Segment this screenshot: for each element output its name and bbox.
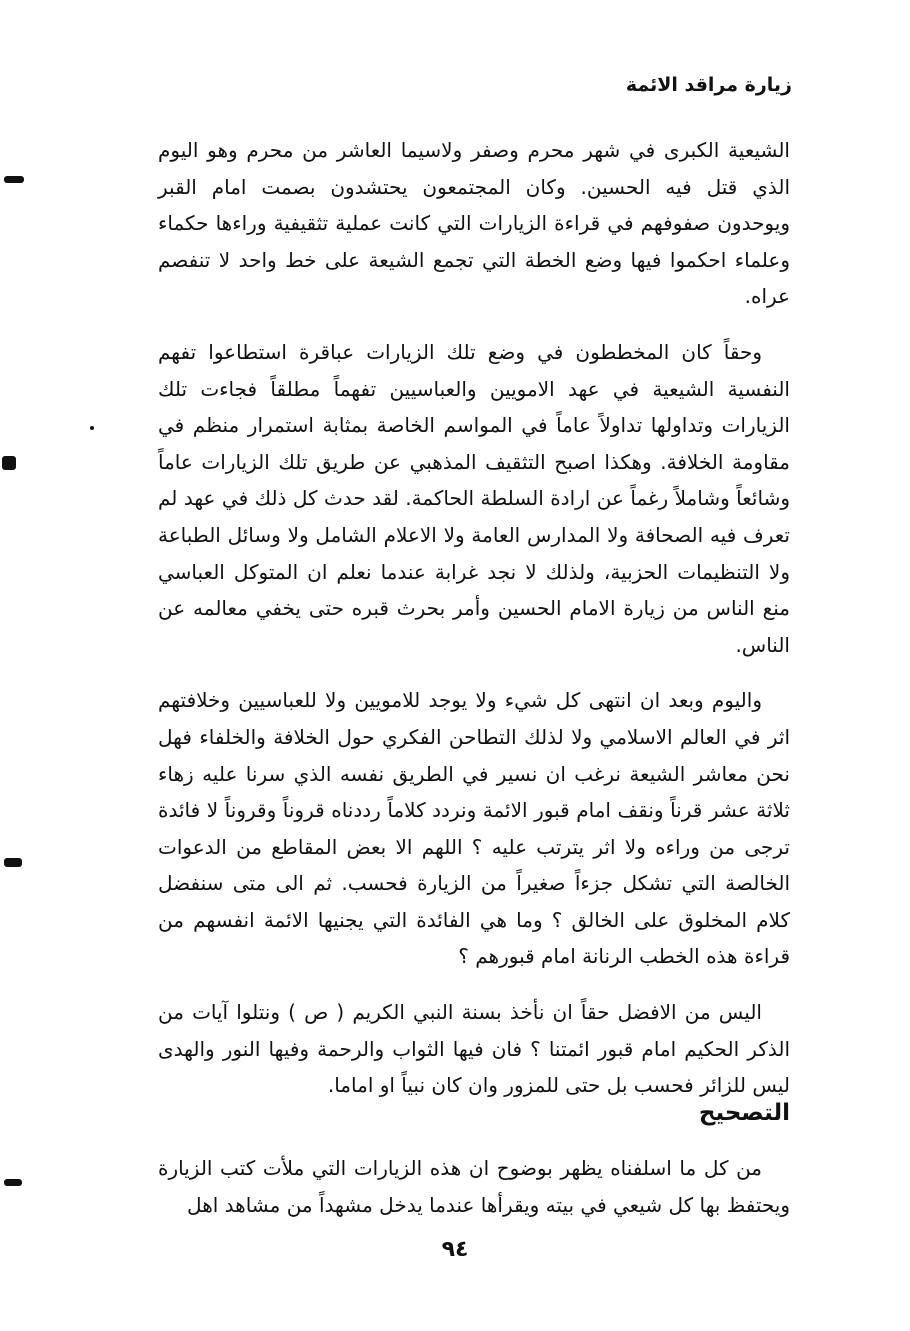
page-number: ٩٤ xyxy=(441,1237,469,1262)
paragraph: الشيعية الكبرى في شهر محرم وصفر ولاسيما العاشر من محرم وهو اليوم الذي قتل فيه الحسين. وكان المجتمعون يحتشدون بصمت امام القبر ويوحدون صفوفهم في قراءة الزيارات التي كانت عملية تثقيفية وراءها حكماء وعلماء احكموا فيها وضع الخطة التي تجمع الشيعة على خط واحد لا تنفصم عراه. xyxy=(158,138,790,309)
paragraph: من كل ما اسلفناه يظهر بوضوح ان هذه الزيارات التي ملأت كتب الزيارة ويحتفظ بها كل شيعي في بيته ويقرأها عندما يدخل مشهداً من مشاهد اهل xyxy=(158,1156,790,1217)
paragraph: اليس من الافضل حقاً ان نأخذ بسنة النبي الكريم ( ص ) ونتلوا آيات من الذكر الحكيم امام قبور ائمتنا ؟ فان فيها الثواب والرحمة وفيها النور والهدى ليس للزائر فحسب بل حتى للمزور وان كان نبياً او اماما. xyxy=(158,1000,790,1098)
section-heading: التصحيح xyxy=(698,1100,790,1126)
body-text xyxy=(158,132,790,1123)
scan-artifact xyxy=(4,1179,22,1186)
scan-artifact xyxy=(4,176,24,183)
scan-artifact xyxy=(4,858,22,867)
running-header: زيارة مراقد الائمة xyxy=(625,74,792,96)
section-text xyxy=(158,1150,790,1223)
paragraph: واليوم وبعد ان انتهى كل شيء ولا يوجد للامويين ولا للعباسيين وخلافتهم اثر في العالم الاسلامي ولا لذلك التطاحن الفكري حول الخلافة والخلفاء فهل نحن معاشر الشيعة نرغب ان نسير في الطريق نفسه الذي سرنا عليه زهاء ثلاثة عشر قرناً ونقف امام قبور الائمة ونردد كلاماً رددناه قروناً وقروناً لا فائدة ترجى من وراءه ولا اثر يترتب عليه ؟ اللهم الا بعض المقاطع من الدعوات الخالصة التي تشكل جزءاً صغيراً من الزيارة فحسب. ثم الى متى سنفضل كلام المخلوق على الخالق ؟ وما هي الفائدة التي يجنيها الائمة انفسهم من قراءة هذه الخطب الرنانة امام قبورهم ؟ xyxy=(158,688,790,969)
scan-artifact xyxy=(90,426,94,430)
paragraph: وحقاً كان المخططون في وضع تلك الزيارات عباقرة استطاعوا تفهم النفسية الشيعية في عهد الامويين والعباسيين تفهماً مطلقاً فجاءت تلك الزيارات وتداولها تداولاً عاماً في المواسم الخاصة بمثابة استمرار منظم في مقاومة الخلافة. وهكذا اصبح التثقيف المذهبي عن طريق تلك الزيارات عاماً وشائعاً وشاملاً رغماً عن ارادة السلطة الحاكمة. لقد حدث كل ذلك في عهد لم تعرف فيه الصحافة ولا المدارس العامة ولا الاعلام الشامل ولا وسائل الطباعة ولا التنظيمات الحزبية، ولذلك لا نجد غرابة عندما نعلم ان المتوكل العباسي منع الناس من زيارة الامام الحسين وأمر بحرث قبره حتى يخفي معالمه عن الناس. xyxy=(158,339,790,657)
scan-artifact xyxy=(2,456,16,470)
